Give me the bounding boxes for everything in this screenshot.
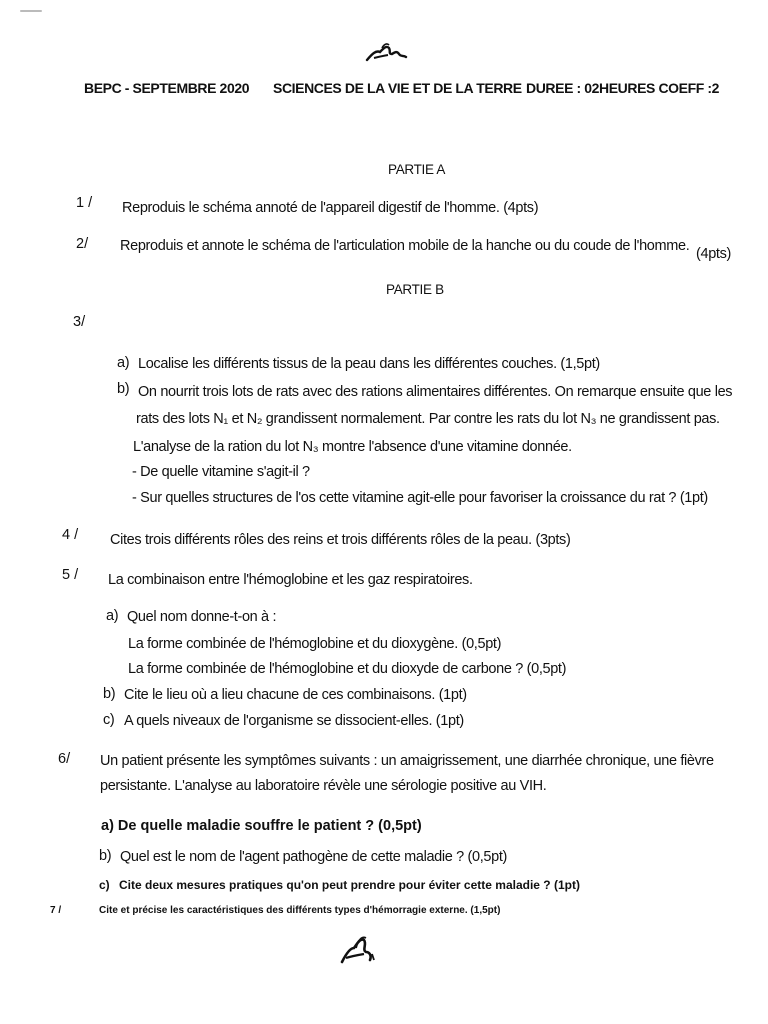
q6c-label: c) bbox=[99, 878, 110, 892]
q4-text: Cites trois différents rôles des reins et trois différents rôles de la peau. (3pts) bbox=[110, 532, 571, 548]
q1-number: 1 / bbox=[76, 195, 93, 211]
q7-text: Cite et précise les caractéristiques des différents types d'hémorragie externe. (1,5pt) bbox=[99, 905, 501, 916]
q6b-text: Quel est le nom de l'agent pathogène de cette maladie ? (0,5pt) bbox=[120, 849, 507, 865]
exam-subject: SCIENCES DE LA VIE ET DE LA TERRE bbox=[273, 80, 522, 96]
q5c-text: A quels niveaux de l'organisme se dissocient-elles. (1pt) bbox=[124, 713, 464, 729]
q3a-label: a) bbox=[117, 355, 130, 371]
q3b-line3: L'analyse de la ration du lot N₃ montre l'absence d'une vitamine donnée. bbox=[133, 439, 572, 455]
q6-number: 6/ bbox=[58, 751, 71, 767]
q1-text: Reproduis le schéma annoté de l'appareil digestif de l'homme. (4pts) bbox=[122, 200, 539, 216]
q3a-text: Localise les différents tissus de la peau dans les différentes couches. (1,5pt) bbox=[138, 356, 600, 372]
q6c-text: Cite deux mesures pratiques qu'on peut prendre pour éviter cette maladie ? (1pt) bbox=[119, 878, 580, 892]
q5-number: 5 / bbox=[62, 567, 79, 583]
scan-artifact bbox=[20, 10, 42, 12]
q2-number: 2/ bbox=[76, 236, 89, 252]
q4-number: 4 / bbox=[62, 527, 79, 543]
q5a-line2: La forme combinée de l'hémoglobine et du dioxyde de carbone ? (0,5pt) bbox=[128, 661, 567, 677]
q3-number: 3/ bbox=[73, 314, 86, 330]
q5b-text: Cite le lieu où a lieu chacune de ces combinaisons. (1pt) bbox=[124, 687, 467, 703]
q5a-line1: La forme combinée de l'hémoglobine et du dioxygène. (0,5pt) bbox=[128, 636, 502, 652]
q5b-label: b) bbox=[103, 686, 116, 702]
q3b-line4: - De quelle vitamine s'agit-il ? bbox=[132, 464, 310, 480]
q2-points: (4pts) bbox=[696, 246, 731, 262]
q3b-line1: On nourrit trois lots de rats avec des rations alimentaires différentes. On remarque ensuite que les bbox=[138, 384, 733, 400]
q6-line1: Un patient présente les symptômes suivants : un amaigrissement, une diarrhée chronique, une fièvre bbox=[100, 753, 714, 769]
q6a-text: a) De quelle maladie souffre le patient ? (0,5pt) bbox=[101, 818, 422, 834]
q2-text: Reproduis et annote le schéma de l'articulation mobile de la hanche ou du coude de l'homme. bbox=[120, 238, 690, 254]
q3b-line5: - Sur quelles structures de l'os cette vitamine agit-elle pour favoriser la croissance du rat ? (1pt) bbox=[132, 490, 708, 506]
q3b-label: b) bbox=[117, 381, 130, 397]
q6-line2: persistante. L'analyse au laboratoire révèle une sérologie positive au VIH. bbox=[100, 778, 547, 794]
q7-number: 7 / bbox=[50, 905, 62, 916]
q3b-line2: rats des lots N₁ et N₂ grandissent normalement. Par contre les rats du lot N₃ ne grandissent pas. bbox=[136, 411, 720, 427]
exam-duration: DUREE : 02HEURES COEFF :2 bbox=[526, 80, 720, 96]
q5c-label: c) bbox=[103, 712, 115, 728]
part-b-title: PARTIE B bbox=[386, 282, 444, 297]
q5-text: La combinaison entre l'hémoglobine et les gaz respiratoires. bbox=[108, 572, 473, 588]
initials-mark-bottom bbox=[336, 928, 384, 968]
q6b-label: b) bbox=[99, 848, 112, 864]
exam-session: BEPC - SEPTEMBRE 2020 bbox=[84, 80, 250, 96]
q5a-text: Quel nom donne-t-on à : bbox=[127, 609, 277, 625]
initials-mark-top bbox=[364, 40, 412, 64]
q5a-label: a) bbox=[106, 608, 119, 624]
part-a-title: PARTIE A bbox=[388, 162, 446, 177]
